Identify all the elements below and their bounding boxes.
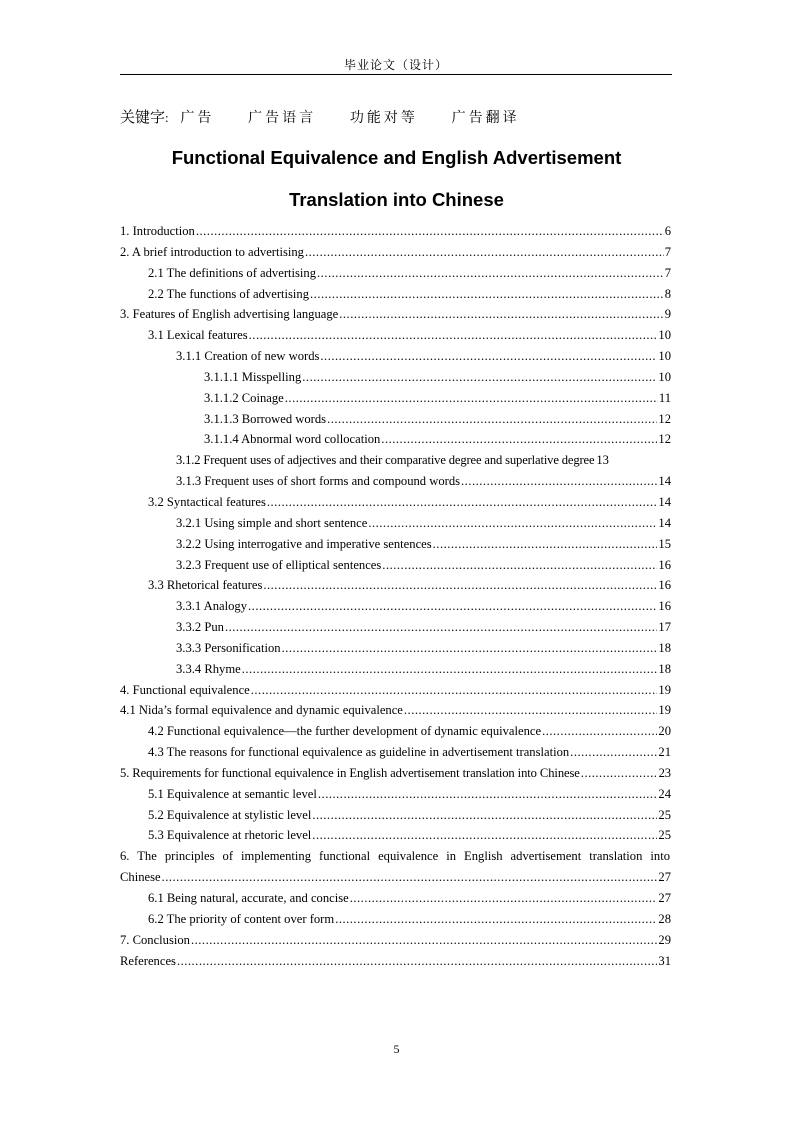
toc-entry-title: 3.3.2 Pun bbox=[176, 620, 224, 635]
toc-entry-page: 10 bbox=[658, 328, 671, 343]
toc-entry-page: 10 bbox=[658, 349, 671, 364]
toc-entry-title: 6.1 Being natural, accurate, and concise bbox=[148, 891, 349, 905]
toc-entry-title: 3.2.2 Using interrogative and imperative sentences bbox=[176, 536, 432, 551]
toc-leader-dots bbox=[248, 596, 657, 617]
toc-entry[interactable] bbox=[120, 534, 671, 555]
toc-entry-title: 5. Requirements for functional equivalence in English advertisement translation into Chinese bbox=[120, 765, 580, 780]
toc-leader-dots bbox=[404, 700, 658, 721]
document-title-line-2: Translation into Chinese bbox=[289, 189, 504, 210]
keywords-colon: : bbox=[165, 110, 169, 125]
toc-entry[interactable] bbox=[120, 367, 671, 388]
toc-entry[interactable] bbox=[120, 784, 671, 805]
toc-entry-page: 14 bbox=[658, 515, 671, 530]
toc-entry[interactable] bbox=[120, 471, 671, 492]
toc-entry-page: 18 bbox=[658, 640, 671, 655]
toc-entry-page: 25 bbox=[658, 828, 671, 843]
toc-entry-page: 16 bbox=[658, 557, 671, 572]
toc-leader-dots bbox=[251, 680, 658, 701]
toc-entry-title: 3.1.1.2 Coinage bbox=[204, 390, 284, 405]
toc-entry-title: 3.2.3 Frequent use of elliptical sentences bbox=[176, 557, 382, 572]
toc-entry-title: 3.1.1.1 Misspelling bbox=[204, 369, 302, 384]
toc-entry[interactable] bbox=[120, 221, 671, 242]
toc-entry[interactable] bbox=[120, 492, 671, 513]
toc-leader-dots bbox=[285, 388, 658, 409]
toc-entry[interactable] bbox=[120, 388, 671, 409]
toc-entry-title: 3.3.3 Personification bbox=[176, 640, 281, 655]
toc-entry[interactable] bbox=[120, 721, 671, 742]
toc-entry-page: 31 bbox=[658, 953, 671, 968]
toc-entry-title: 2. A brief introduction to advertising bbox=[120, 244, 304, 259]
toc-entry-page: 12 bbox=[658, 432, 671, 447]
toc-entry-page: 14 bbox=[658, 474, 671, 489]
toc-entry-title: 4.3 The reasons for functional equivalence as guideline in advertisement translation bbox=[148, 745, 570, 760]
toc-leader-dots bbox=[196, 221, 664, 242]
toc-leader-dots bbox=[249, 325, 658, 346]
toc-entry-title: 3.3.4 Rhyme bbox=[176, 661, 241, 676]
table-of-contents bbox=[120, 221, 671, 971]
toc-entry-title: 1. Introduction bbox=[120, 224, 195, 238]
toc-entry[interactable] bbox=[120, 742, 671, 763]
toc-entry-title: 5.1 Equivalence at semantic level bbox=[148, 786, 317, 801]
toc-leader-dots bbox=[327, 409, 657, 430]
toc-entry-title: 3.1.1.4 Abnormal word collocation bbox=[204, 432, 381, 447]
toc-entry[interactable] bbox=[120, 555, 671, 576]
toc-entry-title: 3.1.1 Creation of new words bbox=[176, 349, 320, 364]
toc-leader-dots bbox=[318, 784, 658, 805]
toc-entry[interactable] bbox=[120, 304, 671, 325]
toc-entry-title: 4.1 Nida’s formal equivalence and dynamic equivalence bbox=[120, 703, 403, 718]
toc-entry-title: Chinese bbox=[120, 870, 161, 885]
toc-entry-title: 3.3 Rhetorical features bbox=[148, 578, 263, 593]
toc-leader-dots bbox=[350, 888, 658, 909]
toc-leader-dots bbox=[317, 263, 664, 284]
toc-entry[interactable] bbox=[120, 325, 671, 346]
toc-entry[interactable] bbox=[120, 346, 671, 367]
toc-entry-title: 3. Features of English advertising language bbox=[120, 307, 339, 322]
toc-entry-title: 5.2 Equivalence at stylistic level bbox=[148, 807, 312, 822]
toc-entry-page: 17 bbox=[658, 620, 671, 635]
toc-leader-dots bbox=[581, 763, 658, 784]
toc-leader-dots bbox=[339, 304, 663, 325]
toc-entry[interactable] bbox=[120, 617, 671, 638]
keyword-item: 功能对等 bbox=[349, 110, 418, 126]
toc-leader-dots bbox=[191, 930, 657, 951]
toc-entry-page: 7 bbox=[664, 265, 671, 280]
toc-entry[interactable] bbox=[120, 930, 671, 951]
toc-entry-page: 11 bbox=[658, 390, 671, 405]
toc-leader-dots bbox=[312, 825, 657, 846]
toc-entry-title: 6. The principles of implementing functional equivalence in English advertisement translation into bbox=[120, 849, 670, 864]
toc-entry-page: 15 bbox=[658, 536, 671, 551]
toc-entry-title: 4.2 Functional equivalence—the further development of dynamic equivalence bbox=[148, 724, 542, 739]
toc-entry-page: 20 bbox=[658, 724, 671, 739]
toc-entry[interactable] bbox=[120, 409, 671, 430]
toc-entry[interactable] bbox=[120, 429, 671, 450]
toc-entry-page: 6 bbox=[664, 224, 671, 238]
toc-leader-dots bbox=[162, 867, 658, 888]
toc-leader-dots bbox=[335, 909, 657, 930]
keyword-item: 广告语言 bbox=[248, 110, 317, 126]
toc-entry[interactable] bbox=[120, 846, 671, 867]
toc-entry-page: 9 bbox=[664, 307, 671, 322]
toc-entry-page: 16 bbox=[658, 599, 671, 614]
toc-leader-dots bbox=[225, 617, 657, 638]
toc-leader-dots bbox=[433, 534, 658, 555]
toc-entry[interactable] bbox=[120, 951, 671, 972]
toc-entry-title: 6.2 The priority of content over form bbox=[148, 911, 335, 926]
toc-entry-page: 16 bbox=[658, 578, 671, 593]
toc-entry-page: 28 bbox=[658, 911, 671, 926]
toc-leader-dots bbox=[570, 742, 657, 763]
toc-entry-page: 19 bbox=[658, 703, 671, 718]
toc-entry-title: 3.1 Lexical features bbox=[148, 328, 248, 343]
toc-entry-page: 12 bbox=[658, 411, 671, 426]
toc-entry[interactable] bbox=[120, 867, 671, 888]
toc-entry[interactable] bbox=[120, 638, 671, 659]
toc-entry-title: 3.3.1 Analogy bbox=[176, 599, 248, 614]
toc-entry-title: References bbox=[120, 953, 176, 968]
toc-entry-title: 5.3 Equivalence at rhetoric level bbox=[148, 828, 312, 843]
toc-leader-dots bbox=[542, 721, 657, 742]
toc-entry[interactable] bbox=[120, 284, 671, 305]
toc-entry-page: 19 bbox=[658, 682, 671, 697]
toc-entry-page: 21 bbox=[658, 745, 671, 760]
toc-entry-title: 2.2 The functions of advertising bbox=[148, 286, 310, 301]
toc-leader-dots bbox=[305, 242, 664, 263]
toc-entry[interactable] bbox=[120, 513, 671, 534]
toc-leader-dots bbox=[302, 367, 657, 388]
toc-leader-dots bbox=[263, 575, 657, 596]
toc-entry-title: 3.2.1 Using simple and short sentence bbox=[176, 515, 368, 530]
toc-entry[interactable] bbox=[120, 596, 671, 617]
toc-entry-page: 25 bbox=[658, 807, 671, 822]
toc-entry-title: 3.1.1.3 Borrowed words bbox=[204, 411, 327, 426]
page-header: 毕业论文（设计） bbox=[343, 58, 448, 72]
toc-entry-page: 24 bbox=[658, 786, 671, 801]
toc-entry[interactable] bbox=[120, 680, 671, 701]
toc-entry[interactable] bbox=[120, 909, 671, 930]
document-title-line-1: Functional Equivalence and English Advertisement bbox=[171, 147, 622, 168]
toc-entry-page: 14 bbox=[658, 494, 671, 509]
toc-entry-page: 27 bbox=[658, 891, 671, 905]
keyword-item: 广告翻译 bbox=[451, 110, 520, 126]
toc-leader-dots bbox=[267, 492, 658, 513]
toc-leader-dots bbox=[310, 284, 664, 305]
header-rule bbox=[120, 74, 672, 75]
keywords-label: 关键字 bbox=[120, 108, 166, 126]
keywords-line bbox=[120, 106, 550, 127]
toc-entry-page: 27 bbox=[658, 870, 671, 885]
toc-entry-page: 10 bbox=[658, 369, 671, 384]
toc-entry[interactable] bbox=[120, 263, 671, 284]
toc-entry-title: 3.2 Syntactical features bbox=[148, 494, 266, 509]
toc-leader-dots bbox=[381, 429, 657, 450]
toc-leader-dots bbox=[368, 513, 657, 534]
toc-entry-title: 3.1.3 Frequent uses of short forms and compound words bbox=[176, 474, 461, 489]
toc-entry-title: 3.1.2 Frequent uses of adjectives and their comparative degree and superlative degree bbox=[176, 453, 595, 468]
toc-leader-dots bbox=[177, 951, 657, 972]
toc-entry-title: 7. Conclusion bbox=[120, 932, 190, 947]
keyword-item: 广告 bbox=[180, 110, 215, 126]
toc-entry[interactable] bbox=[120, 242, 671, 263]
toc-leader-dots bbox=[312, 805, 657, 826]
toc-entry-page: 8 bbox=[664, 286, 671, 301]
toc-leader-dots bbox=[461, 471, 657, 492]
page-number: 5 bbox=[393, 1042, 400, 1056]
toc-leader-dots bbox=[242, 659, 658, 680]
toc-entry[interactable] bbox=[120, 763, 671, 784]
toc-entry[interactable] bbox=[120, 659, 671, 680]
toc-entry[interactable] bbox=[120, 700, 671, 721]
toc-entry[interactable] bbox=[120, 450, 671, 471]
toc-entry-title: 2.1 The definitions of advertising bbox=[148, 265, 317, 280]
toc-entry-page: 7 bbox=[664, 244, 671, 259]
toc-leader-dots bbox=[382, 555, 657, 576]
toc-leader-dots bbox=[320, 346, 657, 367]
toc-entry[interactable] bbox=[120, 805, 671, 826]
toc-entry-page: 29 bbox=[658, 932, 671, 947]
toc-leader-dots bbox=[282, 638, 658, 659]
toc-entry-page: 18 bbox=[658, 661, 671, 676]
toc-entry-page: 23 bbox=[658, 765, 671, 780]
toc-entry[interactable] bbox=[120, 825, 671, 846]
toc-entry-page: 13 bbox=[596, 453, 609, 468]
toc-entry-title: 4. Functional equivalence bbox=[120, 682, 250, 697]
toc-entry[interactable] bbox=[120, 575, 671, 596]
toc-entry[interactable] bbox=[120, 888, 671, 909]
